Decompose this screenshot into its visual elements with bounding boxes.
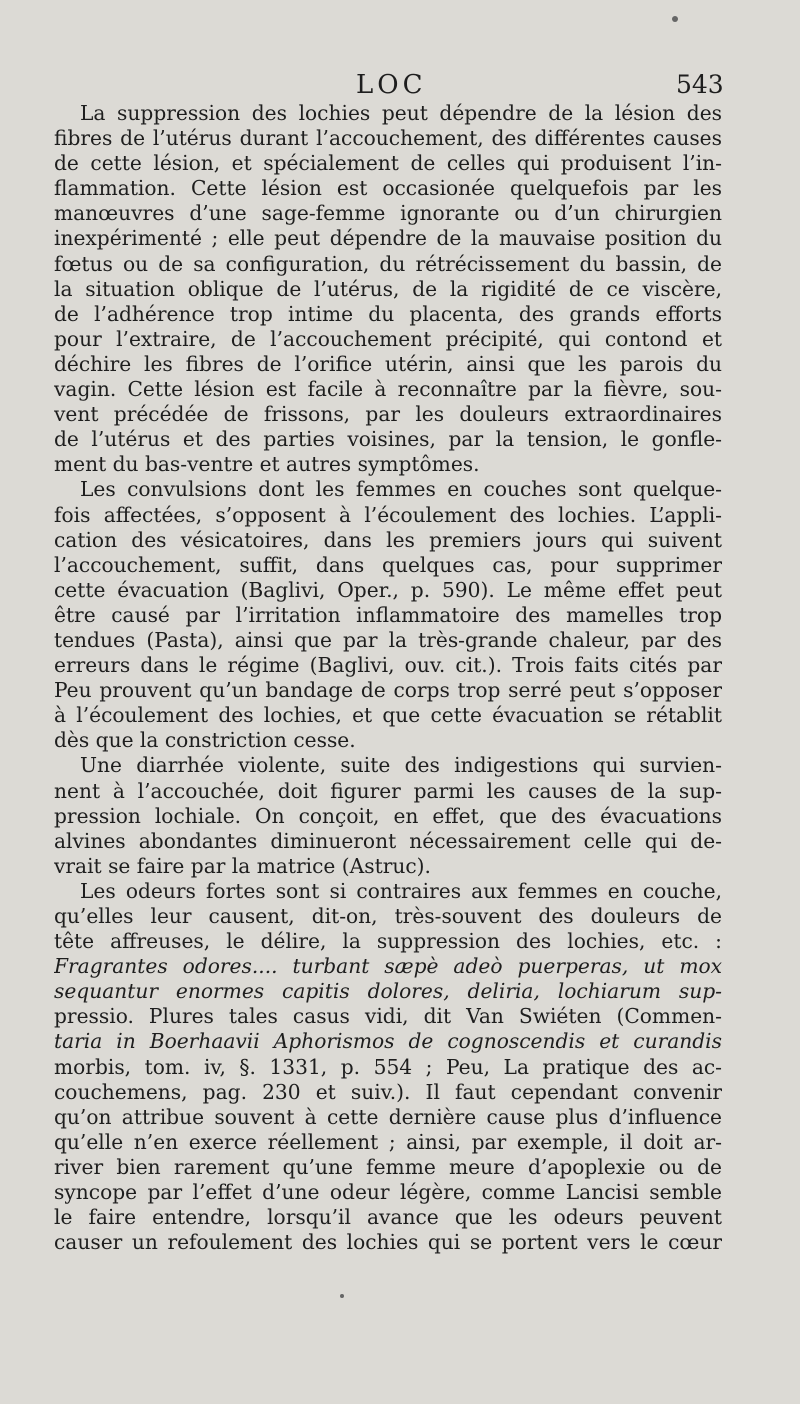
body-text [54,101,722,1255]
text-line: inexpérimenté ; elle peut dépendre de la mauvaise position du [54,226,722,251]
text-line: manœuvres d’une sage-femme ignorante ou d’un chirurgien [54,201,722,226]
text-line: à l’écoulement des lochies, et que cette évacuation se rétablit [54,703,722,728]
paragraph [54,879,722,1255]
text-line-italic: Fragrantes odores.... turbant sæpè adeò puerperas, ut mox [54,954,722,979]
ink-speck [340,1294,344,1298]
text-line: la situation oblique de l’utérus, de la rigidité de ce viscère, [54,276,722,301]
text-line: pressio. Plures tales casus vidi, dit Van Swiéten (Commen- [54,1004,722,1029]
paragraph [54,477,722,753]
text-line: cette évacuation (Baglivi, Oper., p. 590). Le même effet peut [54,577,722,602]
page-header [0,66,800,106]
text-line: déchire les fibres de l’orifice utérin, ainsi que les parois du [54,351,722,376]
text-line: vent précédée de frissons, par les douleurs extraordinaires [54,402,722,427]
text-line: le faire entendre, lorsqu’il avance que les odeurs peuvent [54,1205,722,1230]
text-line: dès que la constriction cesse. [54,728,356,753]
text-line: pour l’extraire, de l’accouchement précipité, qui contond et [54,326,722,351]
text-line: pression lochiale. On conçoit, en effet, que des évacuations [54,803,722,828]
text-line: Une diarrhée violente, suite des indigestions qui survien- [80,753,722,778]
text-line: La suppression des lochies peut dépendre de la lésion des [80,101,722,125]
ink-speck [672,16,678,22]
paragraph [54,753,722,878]
text-line: de cette lésion, et spécialement de celles qui produisent l’in- [54,151,722,176]
text-line-italic: taria in Boerhaavii Aphorismos de cognoscendis et curandis [54,1029,722,1054]
text-line: de l’adhérence trop intime du placenta, des grands efforts [54,301,722,326]
text-line: erreurs dans le régime (Baglivi, ouv. cit.). Trois faits cités par [54,653,722,678]
text-line: fibres de l’utérus durant l’accouchement, des différentes causes [54,126,722,151]
text-line: river bien rarement qu’une femme meure d’apoplexie ou de [54,1154,722,1179]
text-line: tendues (Pasta), ainsi que par la très-grande chaleur, par des [54,627,722,652]
text-line: qu’elles leur causent, dit-on, très-souvent des douleurs de [54,904,722,928]
text-line: flammation. Cette lésion est occasionée quelquefois par les [54,176,722,201]
text-line: couchemens, pag. 230 et suiv.). Il faut cependant convenir [54,1079,722,1104]
text-line: de l’utérus et des parties voisines, par la tension, le gonfle- [54,427,722,452]
text-line: Les convulsions dont les femmes en couches sont quelque- [80,477,722,502]
text-line: cation des vésicatoires, dans les premiers jours qui suivent [54,527,722,552]
text-line: alvines abondantes diminueront nécessairement celle qui de- [54,828,722,853]
text-line: l’accouchement, suffit, dans quelques cas, pour supprimer [54,552,722,577]
text-line: vrait se faire par la matrice (Astruc). [54,853,431,878]
text-line: vagin. Cette lésion est facile à reconnaître par la fièvre, sou- [54,377,722,402]
text-line: nent à l’accouchée, doit figurer parmi les causes de la sup- [54,778,722,803]
running-head: LOC [356,70,427,100]
page-number: 543 [676,70,724,99]
text-line-italic: sequantur enormes capitis dolores, deliria, lochiarum sup- [54,979,722,1004]
text-line: morbis, tom. iv, §. 1331, p. 554 ; Peu, La pratique des ac- [54,1054,722,1079]
text-line: ment du bas-ventre et autres symptômes. [54,452,480,477]
text-line: syncope par l’effet d’une odeur légère, comme Lancisi semble [54,1180,722,1205]
text-line: être causé par l’irritation inflammatoire des mamelles trop [54,602,722,627]
text-line: qu’elle n’en exerce réellement ; ainsi, par exemple, il doit ar- [54,1129,722,1154]
text-line: causer un refoulement des lochies qui se portent vers le cœur [54,1230,722,1255]
text-line: tête affreuses, le délire, la suppression des lochies, etc. : [54,929,722,954]
text-line: fœtus ou de sa configuration, du rétrécissement du bassin, de [54,251,722,276]
text-line: fois affectées, s’opposent à l’écoulement des lochies. L’appli- [54,502,722,527]
text-line: Les odeurs fortes sont si contraires aux femmes en couche, [80,878,722,903]
paragraph [54,101,722,477]
text-line: qu’on attribue souvent à cette dernière cause plus d’influence [54,1104,722,1129]
text-line: Peu prouvent qu’un bandage de corps trop serré peut s’opposer [54,678,722,703]
